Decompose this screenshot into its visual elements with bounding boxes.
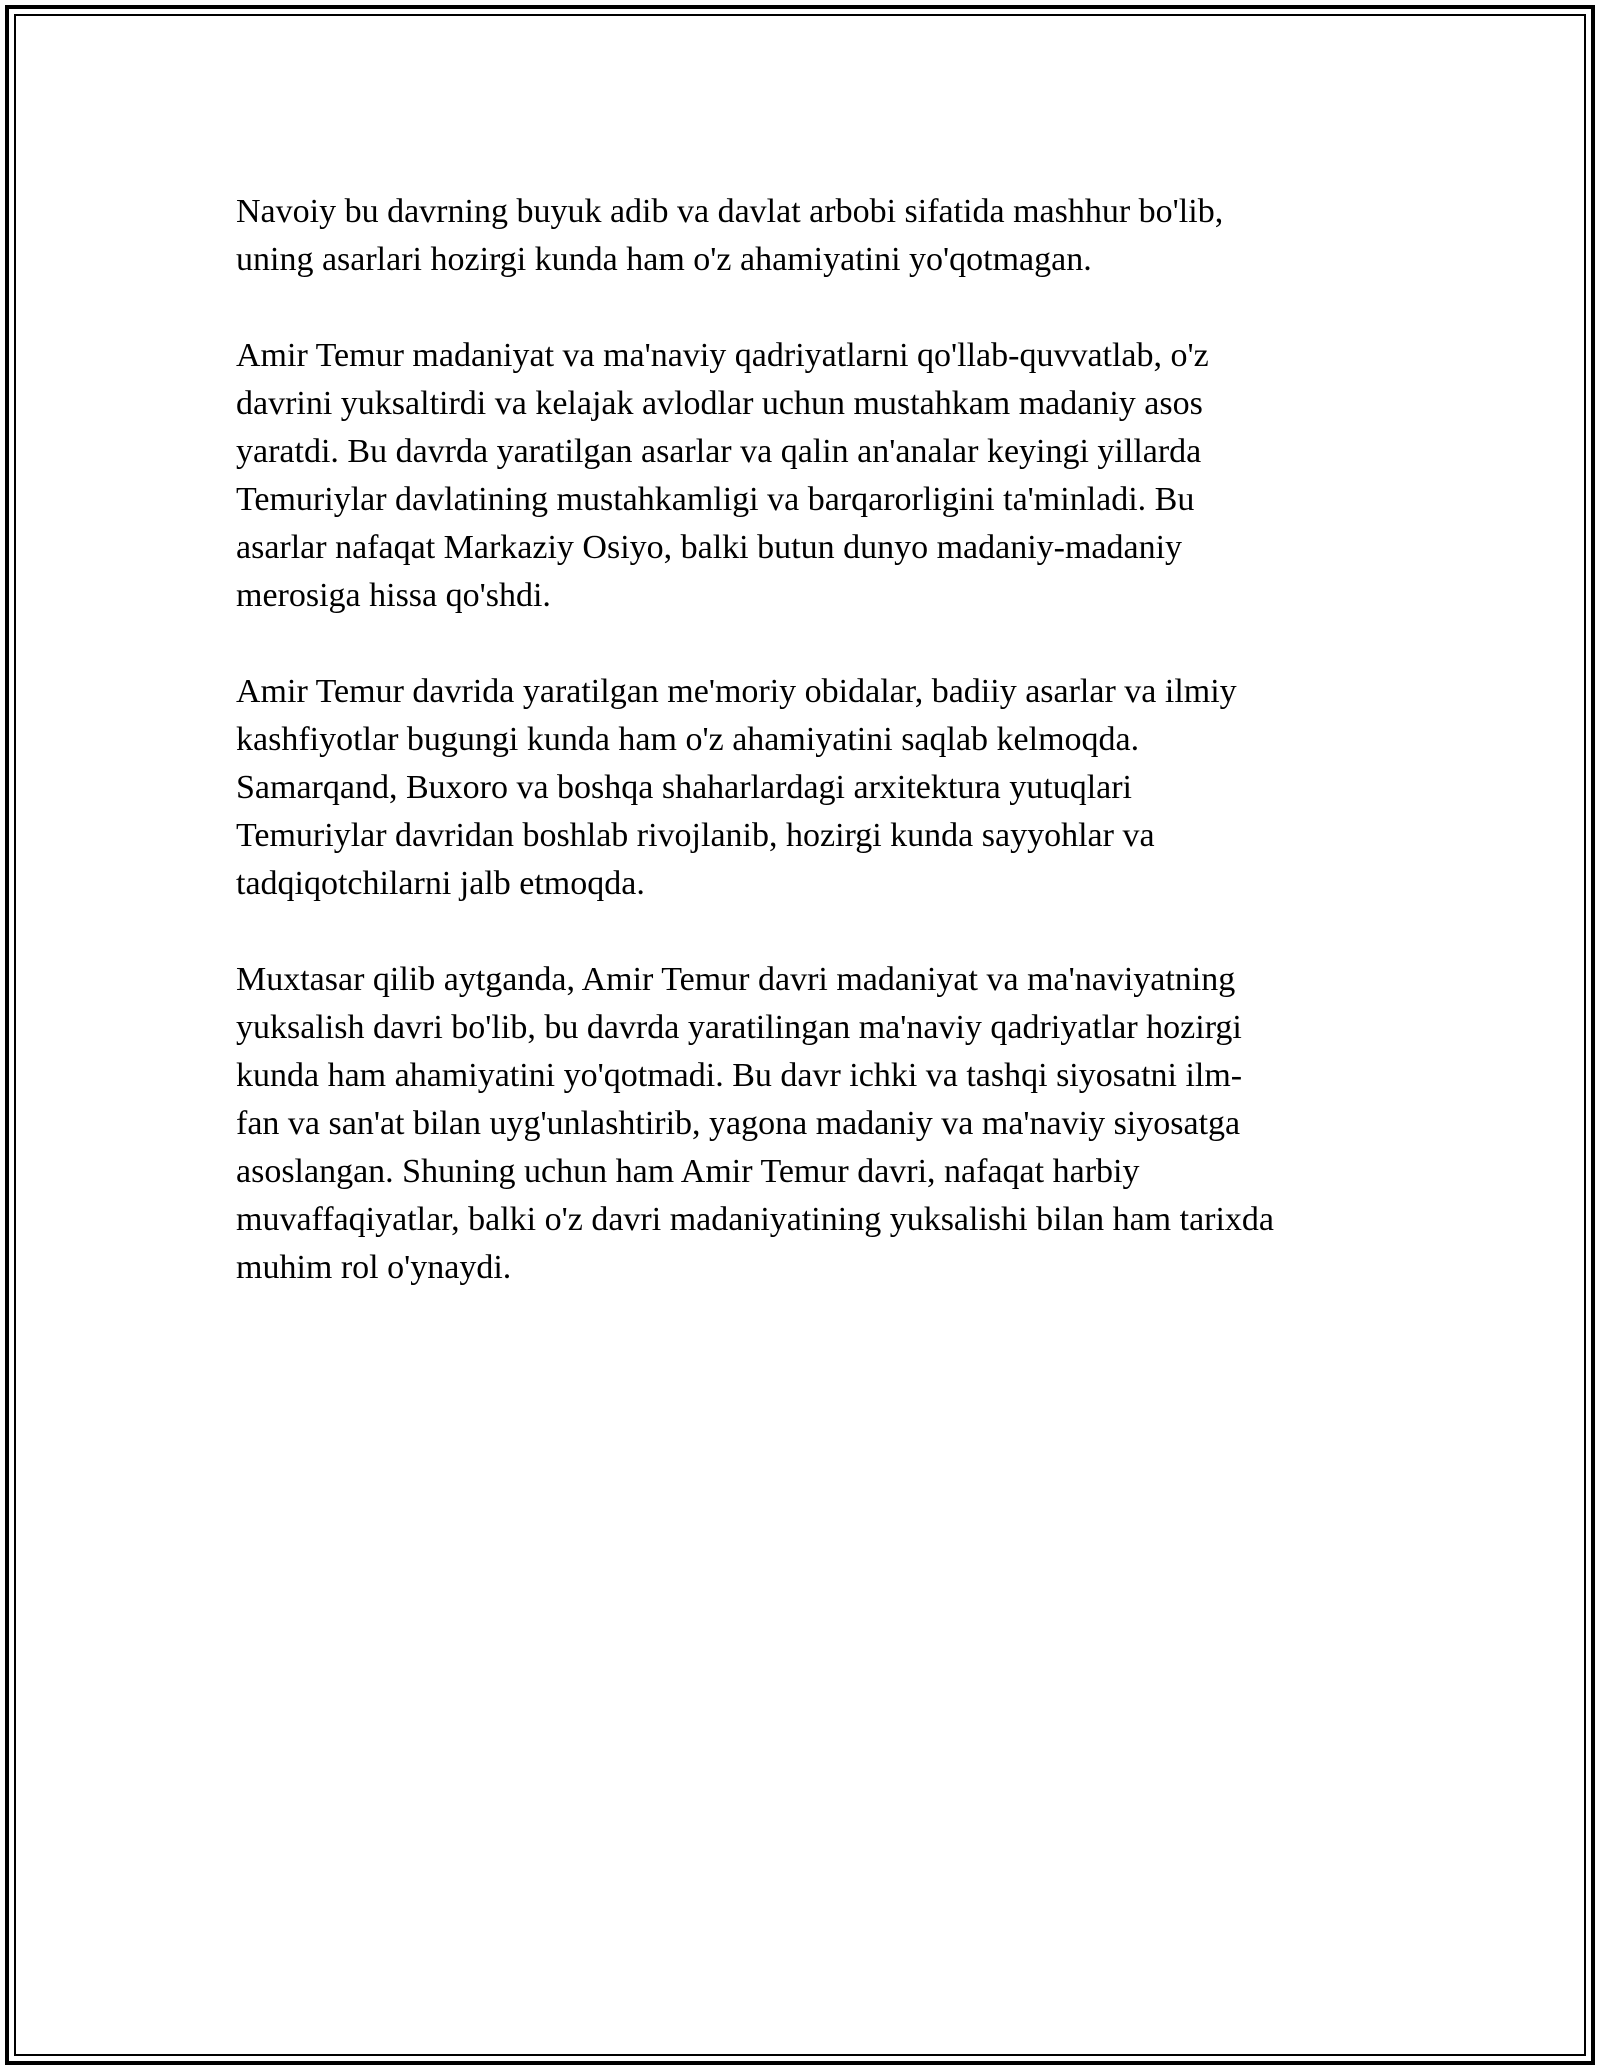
paragraph-cultural-support: Amir Temur madaniyat va ma'naviy qadriyatlarni qo'llab-quvvatlab, o'z davrini yuksaltirdi va kelajak avlodlar uchun mustahkam madaniy asos yaratdi. Bu davrda yaratilgan asarlar va qalin an'analar keyingi yillarda Temuriylar davlatining mustahkamligi va barqarorligini ta'minladi. Bu asarlar nafaqat Markaziy Osiyo, balki butun dunyo madaniy-madaniy merosiga hissa qo'shdi.: [236, 337, 1209, 614]
paragraph-conclusion: Muxtasar qilib aytganda, Amir Temur davri madaniyat va ma'naviyatning yuksalish davri bo'lib, bu davrda yaratilingan ma'naviy qadriyatlar hozirgi kunda ham ahamiyatini yo'qotmadi. Bu davr ichki va tashqi siyosatni ilm- fan va san'at bilan uyg'unlashtirib, yagona madaniy va ma'naviy siyosatga asoslangan. Shuning uchun ham Amir Temur davri, nafaqat harbiy muvaffaqiyatlar, balki o'z davri madaniyatining yuksalishi bilan ham tarixda muhim rol o'ynaydi.: [236, 961, 1275, 1286]
paragraph-navoiy: Navoiy bu davrning buyuk adib va davlat arbobi sifatida mashhur bo'lib, uning asarlari hozirgi kunda ham o'z ahamiyatini yo'qotmagan.: [236, 193, 1224, 278]
paragraph-architecture: Amir Temur davrida yaratilgan me'moriy obidalar, badiiy asarlar va ilmiy kashfiyotlar bugungi kunda ham o'z ahamiyatini saqlab kelmoqda. Samarqand, Buxoro va boshqa shaharlardagi arxitektura yutuqlari Temuriylar davridan boshlab rivojlanib, hozirgi kunda sayyohlar va tadqiqotchilarni jalb etmoqda.: [236, 673, 1237, 902]
document-body: [236, 188, 1376, 1340]
